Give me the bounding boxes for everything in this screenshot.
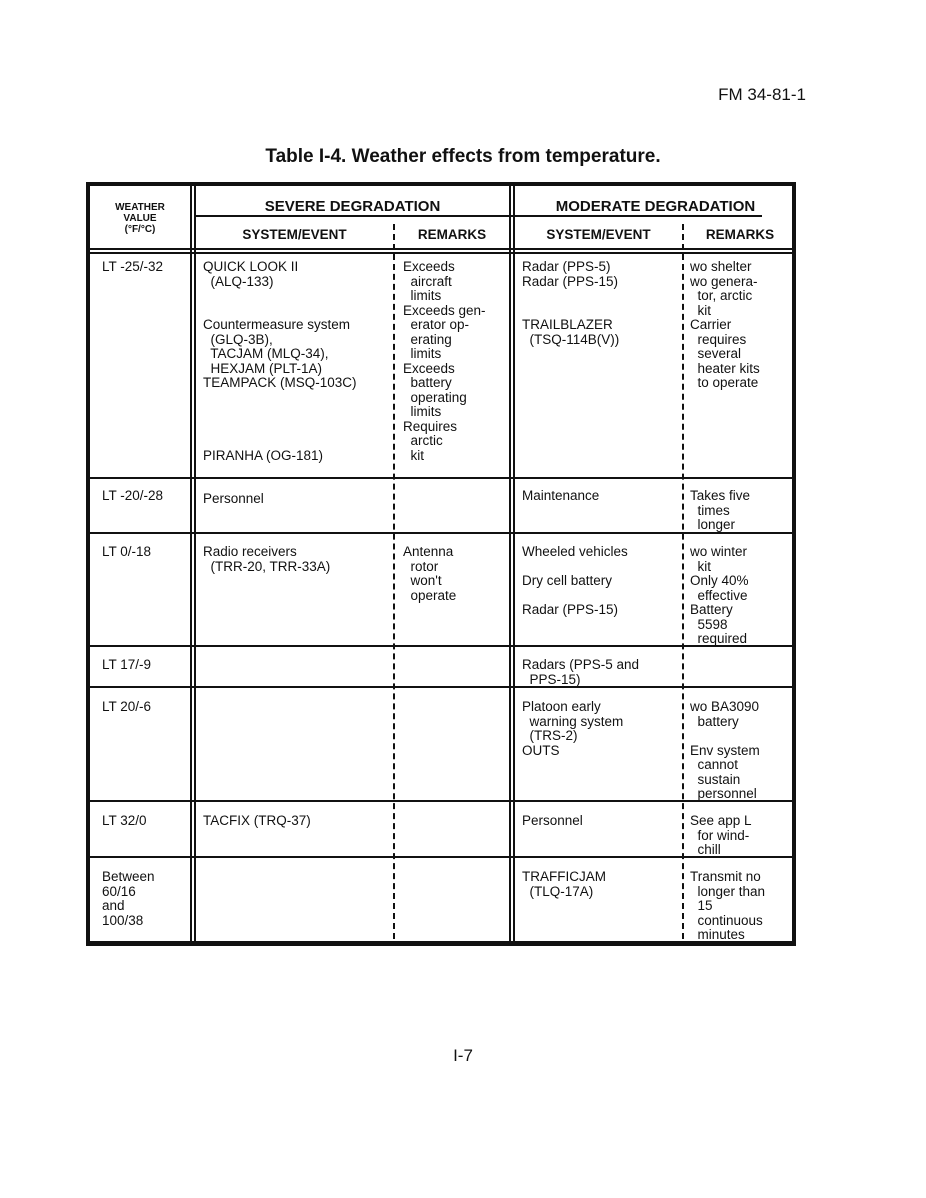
divider — [90, 686, 792, 688]
page-number: I-7 — [453, 1046, 473, 1065]
divider — [90, 248, 792, 250]
moderate-system-cell: Platoon early warning system (TRS-2) OUTS — [522, 699, 624, 758]
divider — [513, 186, 515, 941]
severe-remarks-header: REMARKS — [417, 227, 487, 242]
moderate-remarks-cell: wo BA3090 battery Env system cannot sustain personnel — [690, 699, 760, 801]
moderate-remarks-cell: wo shelter wo genera- tor, arctic kit Carrier requires several heater kits to operate — [690, 259, 760, 390]
weather-value-header: WEATHER VALUE (°F/°C) — [115, 202, 165, 235]
divider — [196, 215, 762, 217]
divider — [190, 186, 192, 941]
divider — [194, 186, 196, 941]
divider — [90, 477, 792, 479]
moderate-remarks-cell: Transmit no longer than 15 continuous minutes — [690, 869, 766, 942]
moderate-system-cell: Maintenance — [522, 488, 600, 503]
moderate-remarks-header: REMARKS — [705, 227, 775, 242]
severe-system-event-header: SYSTEM/EVENT — [242, 227, 347, 242]
severe-system-cell: TACFIX (TRQ-37) — [203, 813, 311, 828]
weather-value-cell: LT 32/0 — [102, 813, 147, 828]
document-id: FM 34-81-1 — [718, 85, 806, 104]
moderate-system-cell: Radars (PPS-5 and PPS-15) — [522, 657, 640, 687]
severe-remarks-cell: Antenna rotor won't operate — [403, 544, 457, 603]
moderate-remarks-cell: wo winter kit Only 40% effective Battery 5598 required — [690, 544, 749, 646]
divider — [682, 224, 684, 939]
divider — [509, 186, 511, 941]
moderate-system-cell: Wheeled vehicles Dry cell battery Radar (PPS-15) — [522, 544, 628, 617]
moderate-system-cell: Personnel — [522, 813, 583, 828]
divider — [90, 532, 792, 534]
weather-value-cell: LT -25/-32 — [102, 259, 164, 274]
moderate-degradation-header: MODERATE DEGRADATION — [555, 198, 756, 215]
weather-value-cell: LT 17/-9 — [102, 657, 152, 672]
severe-degradation-header: SEVERE DEGRADATION — [264, 198, 441, 215]
divider — [90, 252, 792, 254]
weather-value-cell: Between 60/16 and 100/38 — [102, 869, 155, 928]
divider — [90, 856, 792, 858]
moderate-system-event-header: SYSTEM/EVENT — [546, 227, 651, 242]
severe-remarks-cell: Exceeds aircraft limits Exceeds gen- erator op- erating limits Exceeds battery operating limits Requires arctic kit — [403, 259, 486, 463]
moderate-system-cell: TRAFFICJAM (TLQ-17A) — [522, 869, 606, 899]
table-title: Table I-4. Weather effects from temperature. — [265, 146, 661, 167]
divider — [393, 224, 395, 939]
weather-value-cell: LT -20/-28 — [102, 488, 164, 503]
moderate-system-cell: Radar (PPS-5) Radar (PPS-15) TRAILBLAZER (TSQ-114B(V)) — [522, 259, 620, 347]
weather-value-cell: LT 20/-6 — [102, 699, 152, 714]
severe-system-cell: Radio receivers (TRR-20, TRR-33A) — [203, 544, 331, 574]
moderate-remarks-cell: Takes five times longer — [690, 488, 751, 532]
severe-system-cell: QUICK LOOK II (ALQ-133) Countermeasure system (GLQ-3B), TACJAM (MLQ-34), HEXJAM (PLT-1A) TEAMPACK (MSQ-103C) PIRANHA (OG-181) Personnel — [203, 259, 357, 506]
moderate-remarks-cell: See app L for wind- chill — [690, 813, 752, 857]
divider — [90, 645, 792, 647]
divider — [90, 800, 792, 802]
weather-value-cell: LT 0/-18 — [102, 544, 152, 559]
weather-effects-table — [86, 182, 796, 946]
